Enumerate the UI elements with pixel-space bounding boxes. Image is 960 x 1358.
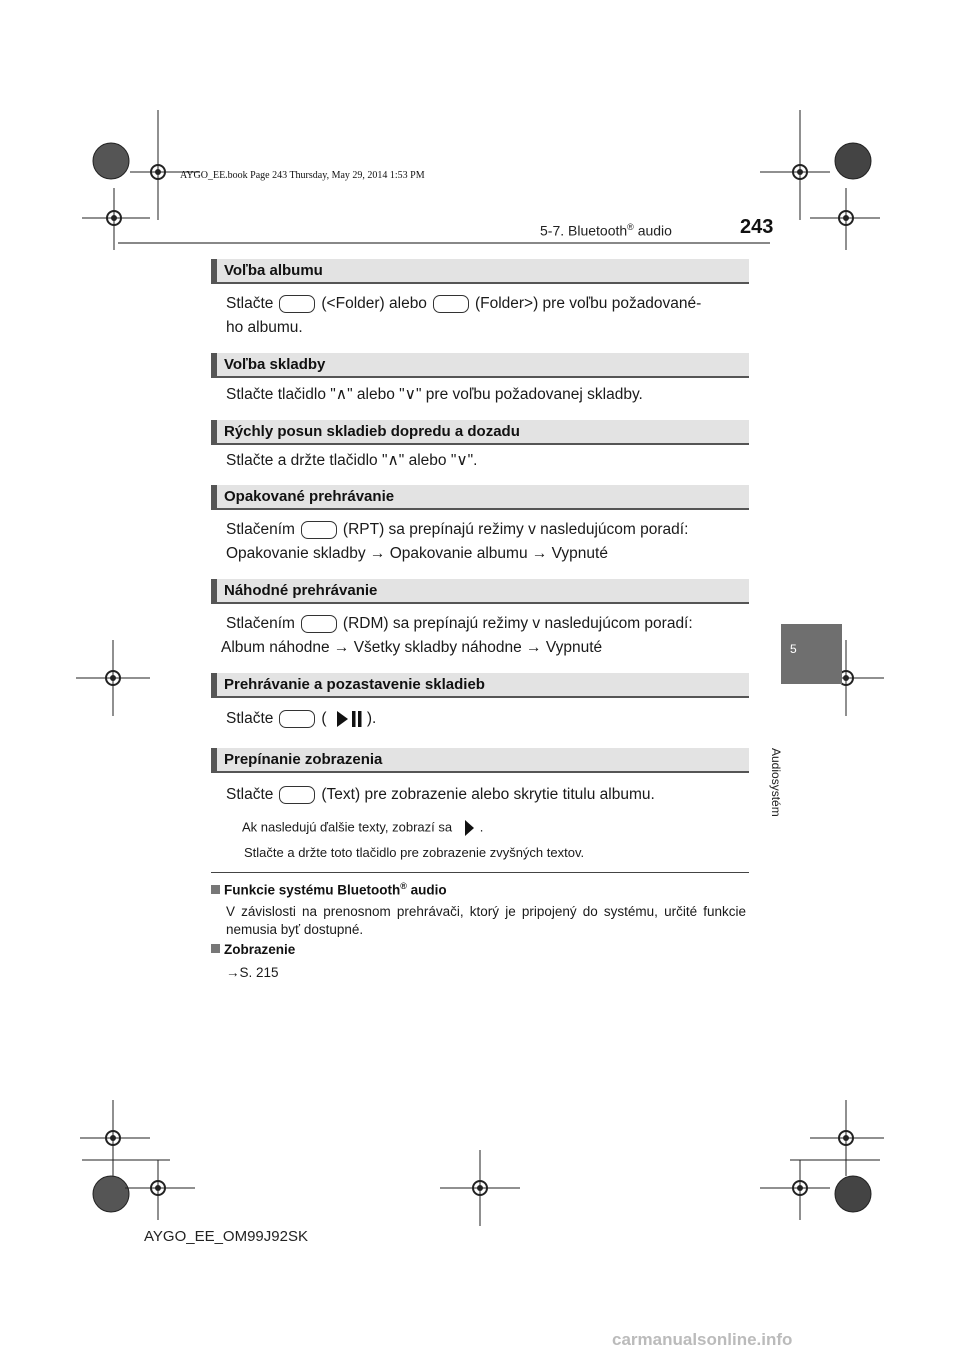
note-link[interactable]: →S. 215 xyxy=(226,965,279,980)
section-title: Prepínanie zobrazenia xyxy=(224,751,383,768)
button-symbol xyxy=(279,710,315,728)
section-header xyxy=(211,748,749,773)
section-header xyxy=(211,673,749,698)
section-title: Voľba albumu xyxy=(224,262,323,279)
section-header xyxy=(211,353,749,378)
section-title: Rýchly posun skladieb dopredu a dozadu xyxy=(224,423,520,440)
section-title: Voľba skladby xyxy=(224,356,326,373)
instruction-line: Stlačte tlačidlo "∧" alebo "∨" pre voľbu požadovanej skladby. xyxy=(226,386,643,403)
instruction-line: Stlačte a držte tlačidlo "∧" alebo "∨". xyxy=(226,452,478,469)
square-bullet-icon xyxy=(211,944,220,953)
section-breadcrumb: 5-7. Bluetooth® audio xyxy=(540,222,672,239)
button-symbol xyxy=(279,786,315,804)
note-heading: Zobrazenie xyxy=(211,942,295,957)
note-heading: Funkcie systému Bluetooth® audio xyxy=(211,881,447,898)
button-symbol xyxy=(301,615,337,633)
chapter-label: Audiosystém xyxy=(769,748,783,817)
instruction-line: ho albumu. xyxy=(226,319,303,336)
section-title: Prehrávanie a pozastavenie skladieb xyxy=(224,676,485,693)
play-pause-icon xyxy=(335,710,363,728)
section-header xyxy=(211,485,749,510)
divider xyxy=(211,872,749,873)
instruction-line: Stlačením (RDM) sa prepínajú režimy v nasledujúcom poradí: xyxy=(226,615,693,632)
button-symbol xyxy=(433,295,469,313)
instruction-line: Stlačte (Text) pre zobrazenie alebo skrytie titulu albumu. xyxy=(226,786,655,803)
instruction-line: Opakovanie skladby → Opakovanie albumu → Vypnuté xyxy=(226,545,608,562)
instruction-line: Stlačte ( ). xyxy=(226,710,377,727)
square-bullet-icon xyxy=(211,885,220,894)
section-title: Opakované prehrávanie xyxy=(224,488,395,505)
instruction-line: Album náhodne → Všetky skladby náhodne → Vypnuté xyxy=(221,639,603,656)
chapter-tab-number: 5 xyxy=(790,642,797,656)
note-text: V závislosti na prenosnom prehrávači, ktorý je pripojený do systému, určité funkcie nemusia byť dostupné. xyxy=(226,904,746,937)
document-code: AYGO_EE_OM99J92SK xyxy=(144,1228,308,1245)
watermark[interactable]: carmanualsonline.info xyxy=(612,1330,793,1349)
section-header xyxy=(211,259,749,284)
header-rule xyxy=(118,242,770,244)
button-symbol xyxy=(301,521,337,539)
arrow-right-icon xyxy=(462,819,476,837)
section-header xyxy=(211,579,749,604)
page-number: 243 xyxy=(740,216,774,238)
info-line: Ak nasledujú ďalšie texty, zobrazí sa . xyxy=(242,819,483,837)
instruction-line: Stlačením (RPT) sa prepínajú režimy v nasledujúcom poradí: xyxy=(226,521,689,538)
section-header xyxy=(211,420,749,445)
section-title: Náhodné prehrávanie xyxy=(224,582,378,599)
info-line: Stlačte a držte toto tlačidlo pre zobrazenie zvyšných textov. xyxy=(244,845,585,860)
button-symbol xyxy=(279,295,315,313)
instruction-line: Stlačte (<Folder) alebo (Folder>) pre voľbu požadované- xyxy=(226,295,702,312)
book-stamp: AYGO_EE.book Page 243 Thursday, May 29, 2014 1:53 PM xyxy=(180,170,425,181)
